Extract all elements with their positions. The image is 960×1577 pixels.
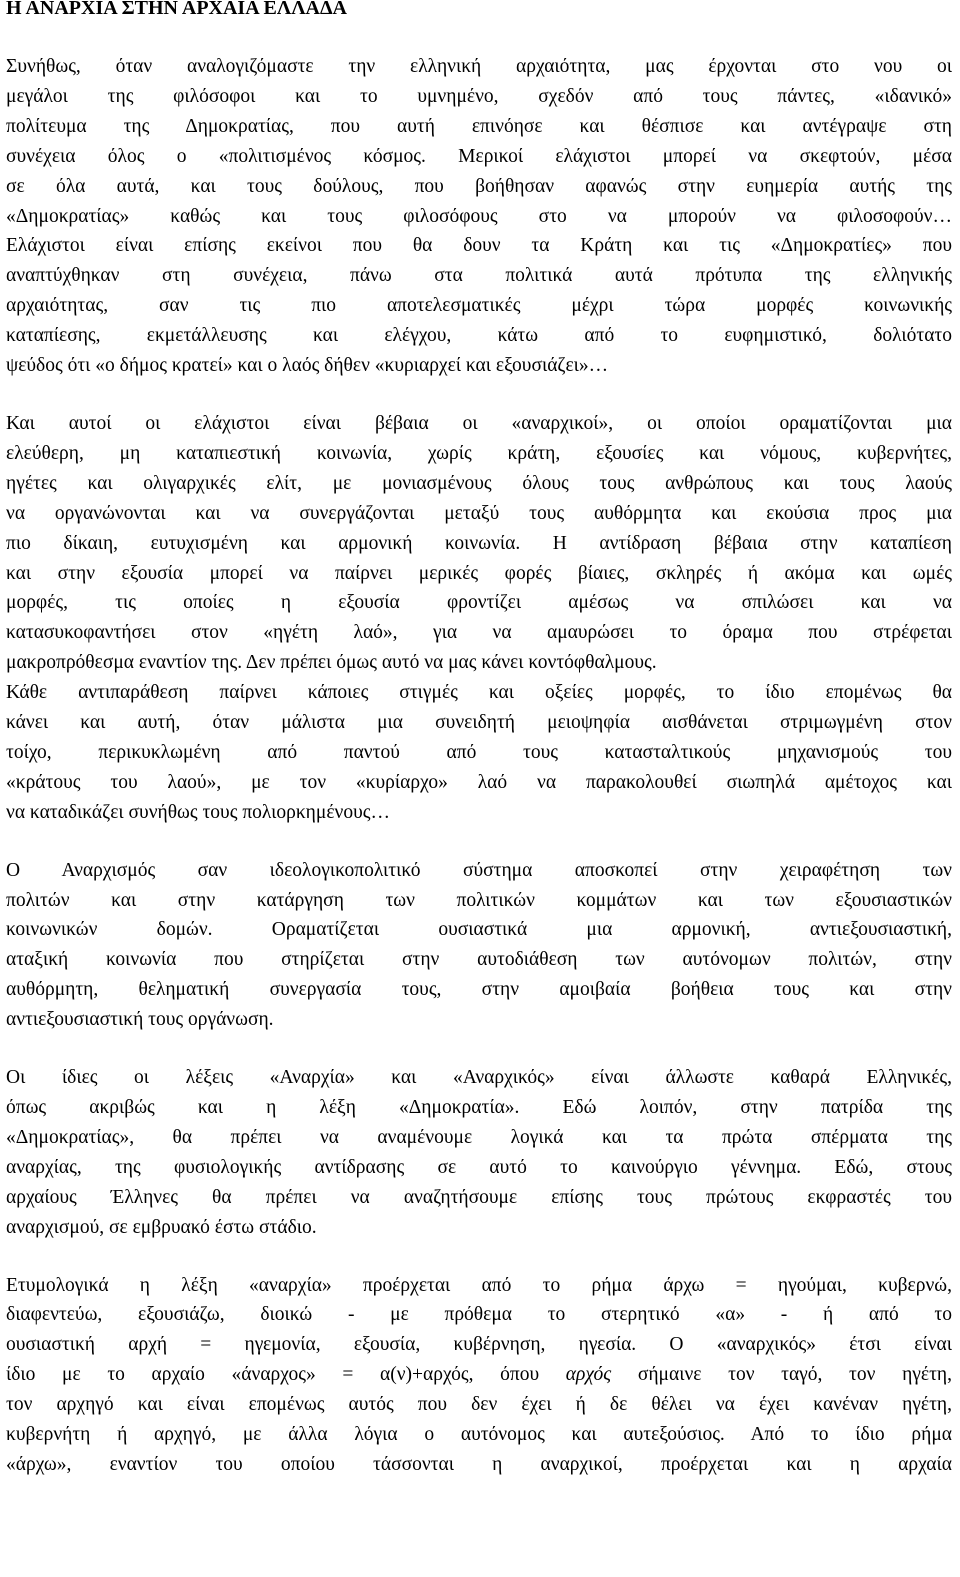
text-segment: Συνήθως, όταν αναλογιζόμαστε την ελληνική αρχαιότητα, μας έρχονται στο νου οι (6, 56, 952, 77)
text-segment: καταπίεσης, εκμετάλλευσης και ελέγχου, κάτω από το ευφημιστικό, δολιότατο (6, 325, 952, 347)
text-line (6, 142, 952, 172)
paragraph-4 (6, 1063, 952, 1242)
text-line (6, 439, 952, 469)
text-segment: διαφεντεύω, εξουσιάζω, διοικώ - με πρόθεμα το στερητικό «α» - ή από το (6, 1304, 952, 1326)
text-line (6, 1450, 952, 1480)
text-line (6, 856, 952, 886)
text-segment: να καταδικάζει συνήθως τους πολιορκημένους… (6, 801, 390, 823)
text-line (6, 738, 952, 768)
paragraph-2 (6, 409, 952, 828)
text-line (6, 1420, 952, 1450)
text-line (6, 1123, 952, 1153)
text-line (6, 82, 952, 112)
text-line (6, 1390, 952, 1420)
paragraph-3 (6, 856, 952, 1035)
text-segment: σε όλα αυτά, και τους δούλους, που βοήθησαν αφανώς στην ευημερία αυτής της (6, 175, 952, 197)
text-line (6, 499, 952, 529)
text-line (6, 1300, 952, 1330)
text-line (6, 1063, 952, 1093)
text-segment: Ο Αναρχισμός σαν ιδεολογικοπολιτικό σύστημα αποσκοπεί στην χειραφέτηση των (6, 859, 952, 881)
text-line (6, 529, 952, 559)
text-segment: κατασυκοφαντήσει στον «ηγέτη λαό», για να αμαυρώσει το όραμα που στρέφεται (6, 622, 952, 644)
text-line (6, 172, 952, 202)
text-segment: μεγάλοι της φιλόσοφοι και το υμνημένο, σχεδόν από τους πάντες, «ιδανικό» (6, 85, 952, 107)
text-segment: πολίτευμα της Δημοκρατίας, που αυτή επινόησε και θέσπισε και αντέγραψε στη (6, 115, 952, 137)
text-segment: Κάθε αντιπαράθεση παίρνει κάποιες στιγμές και οξείες μορφές, το ίδιο επομένως θα (6, 682, 952, 704)
text-line (6, 112, 952, 142)
paragraph-5 (6, 1271, 952, 1480)
text-segment: τον αρχηγό και είναι επομένως αυτός που δεν έχει ή δε θέλει να έχει κανέναν ηγέτη, (6, 1394, 952, 1416)
text-line (6, 231, 952, 261)
text-segment: Ετυμολογικά η λέξη «αναρχία» προέρχεται από το ρήμα άρχω = ηγούμαι, κυβερνώ, (6, 1274, 952, 1296)
text-segment: Και αυτοί οι ελάχιστοι είναι βέβαια οι «αναρχικοί», οι οποίοι οραματίζονται μια (6, 412, 952, 434)
text-line (6, 618, 952, 648)
text-segment: πολιτών και στην κατάργηση των πολιτικών κομμάτων και των εξουσιαστικών (6, 889, 952, 911)
text-line (6, 559, 952, 589)
text-segment: «άρχω», εναντίον του οποίου τάσσονται η αναρχικοί, προέρχεται και η αρχαία (6, 1453, 952, 1475)
text-line (6, 798, 952, 828)
text-segment: κοινωνικών δομών. Οραματίζεται ουσιαστικά μια αρμονική, αντιεξουσιαστική, (6, 919, 952, 941)
text-segment: αναπτύχθηκαν στη συνέχεια, πάνω στα πολιτικά αυτά πρότυπα της ελληνικής (6, 265, 952, 287)
text-segment: ελεύθερη, μη καταπιεστική κοινωνία, χωρίς κράτη, εξουσίες και νόμους, κυβερνήτες, (6, 442, 952, 464)
text-segment: Οι ίδιες οι λέξεις «Αναρχία» και «Αναρχικός» είναι άλλωστε καθαρά Ελληνικές, (6, 1067, 952, 1089)
text-line (6, 886, 952, 916)
text-segment: κυβερνήτη ή αρχηγό, με άλλα λόγια ο αυτόνομος και αυτεξούσιος. Από το ίδιο ρήμα (6, 1424, 952, 1446)
text-line (6, 708, 952, 738)
paragraph-1 (6, 52, 952, 381)
text-segment: αναρχισμού, σε εμβρυακό έστω στάδιο. (6, 1216, 317, 1238)
document-page (6, 0, 952, 1508)
text-segment: «Δημοκρατίας», θα πρέπει να αναμένουμε λογικά και τα πρώτα σπέρματα της (6, 1126, 952, 1148)
text-segment: αρχαιότητας, σαν τις πιο αποτελεσματικές μέχρι τώρα μορφές κοινωνικής (6, 295, 952, 317)
text-line (6, 291, 952, 321)
text-line (6, 1153, 952, 1183)
text-line (6, 469, 952, 499)
text-segment: «κράτους του λαού», με τον «κυρίαρχο» λαό να παρακολουθεί σιωπηλά αμέτοχος και (6, 771, 952, 793)
text-line (6, 975, 952, 1005)
text-segment: ψεύδος ότι «ο δήμος κρατεί» και ο λαός δήθεν «κυριαρχεί και εξουσιάζει»… (6, 355, 609, 377)
text-segment: ηγέτες και ολιγαρχικές ελίτ, με μονιασμένους όλους τους ανθρώπους και τους λαούς (6, 472, 952, 494)
text-segment: μορφές, τις οποίες η εξουσία φροντίζει αμέσως να σπιλώσει και να (6, 592, 952, 614)
text-line (6, 1213, 952, 1243)
text-segment: ίδιο με το αρχαίο «άναρχος» = α(ν)+αρχός, όπου (6, 1364, 566, 1386)
text-line (6, 202, 952, 232)
italic-term: αρχός (565, 1364, 612, 1386)
text-segment: κάνει και αυτή, όταν μάλιστα μια συνειδητή μειοψηφία αισθάνεται στριμωγμένη στον (6, 712, 952, 734)
text-line (6, 588, 952, 618)
text-line (6, 409, 952, 439)
text-segment: αυθόρμητη, θεληματική συνεργασία τους, στην αμοιβαία βοήθεια τους και στην (6, 979, 952, 1001)
text-segment: και στην εξουσία μπορεί να παίρνει μερικές φορές βίαιες, σκληρές ή ακόμα και ωμές (6, 562, 952, 584)
text-line (6, 768, 952, 798)
text-segment: «Δημοκρατίας» καθώς και τους φιλοσόφους στο να μπορούν να φιλοσοφούν… (6, 205, 952, 227)
text-line (6, 915, 952, 945)
text-line (6, 1271, 952, 1301)
text-segment: όπως ακριβώς και η λέξη «Δημοκρατία». Εδώ λοιπόν, στην πατρίδα της (6, 1097, 952, 1118)
text-segment: Ελάχιστοι είναι επίσης εκείνοι που θα δουν τα Κράτη και τις «Δημοκρατίες» που (6, 235, 952, 257)
text-segment: να οργανώνονται και να συνεργάζονται μεταξύ τους αυθόρμητα και εκούσια προς μια (6, 502, 952, 524)
text-line (6, 1183, 952, 1213)
page-title: Η ΑΝΑΡΧΙΑ ΣΤΗΝ ΑΡΧΑΙΑ ΕΛΛΑΔΑ (6, 0, 347, 19)
text-segment: αταξική κοινωνία που στηρίζεται στην αυτοδιάθεση των αυτόνομων πολιτών, στην (6, 949, 952, 971)
text-segment: αντιεξουσιαστική τους οργάνωση. (6, 1009, 274, 1031)
text-line (6, 52, 952, 82)
text-segment: ουσιαστική αρχή = ηγεμονία, εξουσία, κυβέρνηση, ηγεσία. Ο «αναρχικός» έτσι είναι (6, 1334, 952, 1356)
document-body (6, 52, 952, 1480)
text-line (6, 1005, 952, 1035)
text-segment: μακροπρόθεσμα εναντίον της. Δεν πρέπει όμως αυτό να μας κάνει κοντόφθαλμους. (6, 652, 657, 674)
text-line (6, 351, 952, 381)
text-line (6, 678, 952, 708)
text-segment: αναρχίας, της φυσιολογικής αντίδρασης σε αυτό το καινούργιο γέννημα. Εδώ, στους (6, 1156, 952, 1178)
text-line (6, 1330, 952, 1360)
text-segment: αρχαίους Έλληνες θα πρέπει να αναζητήσουμε επίσης τους πρώτους εκφραστές του (6, 1186, 952, 1208)
text-segment: σήμαινε τον ταγό, τον ηγέτη, (611, 1364, 952, 1386)
text-segment: πιο δίκαιη, ευτυχισμένη και αρμονική κοινωνία. Η αντίδραση βέβαια στην καταπίεση (6, 532, 952, 554)
text-line (6, 648, 952, 678)
text-line (6, 321, 952, 351)
text-segment: τοίχο, περικυκλωμένη από παντού από τους κατασταλτικούς μηχανισμούς του (6, 741, 952, 763)
text-segment: συνέχεια όλος ο «πολιτισμένος κόσμος. Μερικοί ελάχιστοι μπορεί να σκεφτούν, μέσα (6, 145, 952, 167)
text-line (6, 1360, 952, 1390)
text-line (6, 261, 952, 291)
text-line (6, 1093, 952, 1123)
text-line (6, 945, 952, 975)
